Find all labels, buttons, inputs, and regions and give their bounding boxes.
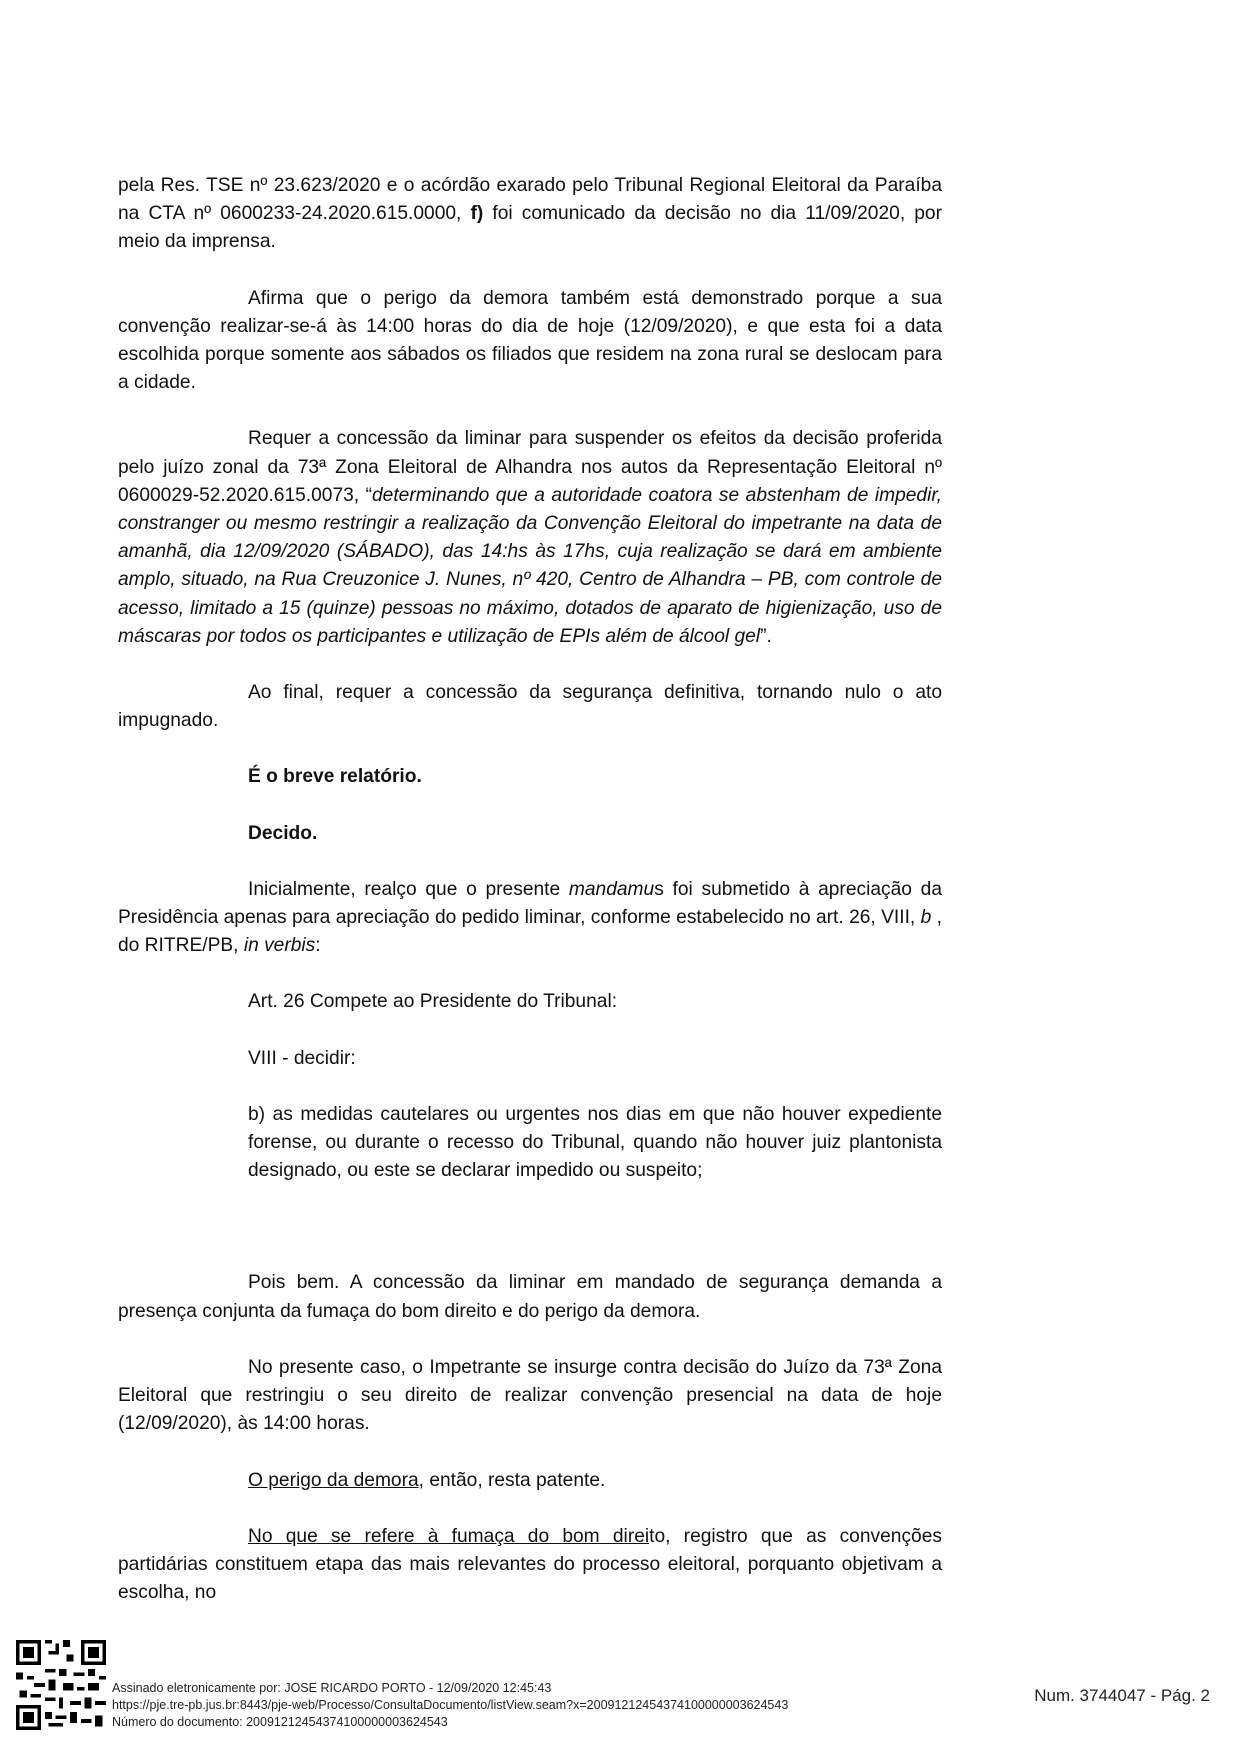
- text: :: [315, 935, 321, 957]
- bold-item-label: f): [470, 203, 484, 225]
- text: Inicialmente, realço que o presente: [248, 878, 569, 900]
- italic-term: b: [920, 907, 932, 929]
- paragraph-7: No presente caso, o Impetrante se insurge contra decisão do Juízo da 73ª Zona Eleitoral que restringiu o seu direito de realizar convenção presencial na data de hoje (12/09/2020), às 14:00 horas.: [118, 1356, 942, 1435]
- heading-decision: Decido.: [248, 822, 318, 844]
- text: , do RITRE/PB,: [118, 907, 942, 957]
- paragraph-3: [118, 425, 942, 651]
- text: to, registro que as convenções partidárias constituem etapa das mais relevantes do processo eleitoral, porquanto objetivam a escolha, no: [118, 1525, 942, 1604]
- text: pela Res. TSE nº 23.623/2020 e o acórdão exarado pelo Tribunal Regional Eleitoral da Paraíba na CTA nº 0600233-24.2020.615.0000,: [118, 175, 942, 225]
- underlined-text: No que se refere à fumaça do bom direi: [248, 1525, 650, 1547]
- text: Requer a concessão da liminar para suspender os efeitos da decisão proferida pelo juízo zonal da 73ª Zona Eleitoral de Alhandra nos autos da Representação Eleitoral nº 0600029-52.2020.615.0073, “: [118, 428, 942, 506]
- underlined-text: O perigo da demora: [248, 1469, 419, 1491]
- signature-info: [112, 1680, 788, 1731]
- paragraph-5: [118, 876, 942, 961]
- page-reference: Num. 3744047 - Pág. 2: [1034, 1686, 1210, 1705]
- signature-footer: [0, 1620, 1240, 1755]
- document-body: [118, 172, 942, 1635]
- text: ”.: [760, 625, 772, 647]
- paragraph-6: Pois bem. A concessão da liminar em mandado de segurança demanda a presença conjunta da fumaça do bom direito e do perigo da demora.: [118, 1272, 942, 1322]
- paragraph-4: Ao final, requer a concessão da segurança definitiva, tornando nulo o ato impugnado.: [118, 682, 942, 732]
- italic-term: mandamu: [568, 878, 655, 900]
- signed-by: Assinado eletronicamente por: JOSE RICARDO PORTO - 12/09/2020 12:45:43: [112, 1681, 552, 1695]
- spacer: [118, 1213, 942, 1269]
- quoted-request: determinando que a autoridade coatora se abstenham de impedir, constranger ou mesmo restringir a realização da Convenção Eleitoral do impetrante na data de amanhã, dia 12/09/2020 (SÁBADO), das 14:hs às 17hs, cuja realização se dará em ambiente amplo, situado, na Rua Creuzonice J. Nunes, nº 420, Centro de Alhandra – PB, com controle de acesso, limitado a 15 (quinze) pessoas no máximo, dotados de aparato de higienização, uso de máscaras por todos os participantes e utilização de EPIs além de álcool gel: [118, 484, 943, 647]
- text: s foi submetido à apreciação da Presidência apenas para apreciação do pedido liminar, conforme estabelecido no art. 26, VIII,: [118, 878, 943, 929]
- italic-term: in verbis: [243, 935, 316, 957]
- paragraph-1: [118, 172, 942, 257]
- quote-subitem: b) as medidas cautelares ou urgentes nos dias em que não houver expediente forense, ou durante o recesso do Tribunal, quando não houver juiz plantonista designado, ou este se declarar impedido ou suspeito;: [248, 1103, 942, 1182]
- text: , então, resta patente.: [418, 1469, 606, 1491]
- paragraph-2: Afirma que o perigo da demora também está demonstrado porque a sua convenção realizar-se-á às 14:00 horas do dia de hoje (12/09/2020), e que esta foi a data escolhida porque somente aos sábados os filiados que residem na zona rural se deslocam para a cidade.: [118, 287, 942, 394]
- qr-code-icon[interactable]: [16, 1640, 106, 1730]
- quote-article: Art. 26 Compete ao Presidente do Tribunal:: [248, 991, 618, 1013]
- document-number: Número do documento: 20091212454374100000003624543: [112, 1715, 448, 1729]
- text: foi comunicado da decisão no dia 11/09/2020, por meio da imprensa.: [118, 203, 942, 253]
- paragraph-9: [118, 1523, 942, 1608]
- paragraph-8: [118, 1467, 942, 1495]
- quote-item: VIII - decidir:: [248, 1047, 356, 1069]
- heading-report: É o breve relatório.: [248, 766, 422, 788]
- document-url[interactable]: https://pje.tre-pb.jus.br:8443/pje-web/Processo/ConsultaDocumento/listView.seam?x=20091212454374100000003624543: [112, 1698, 789, 1712]
